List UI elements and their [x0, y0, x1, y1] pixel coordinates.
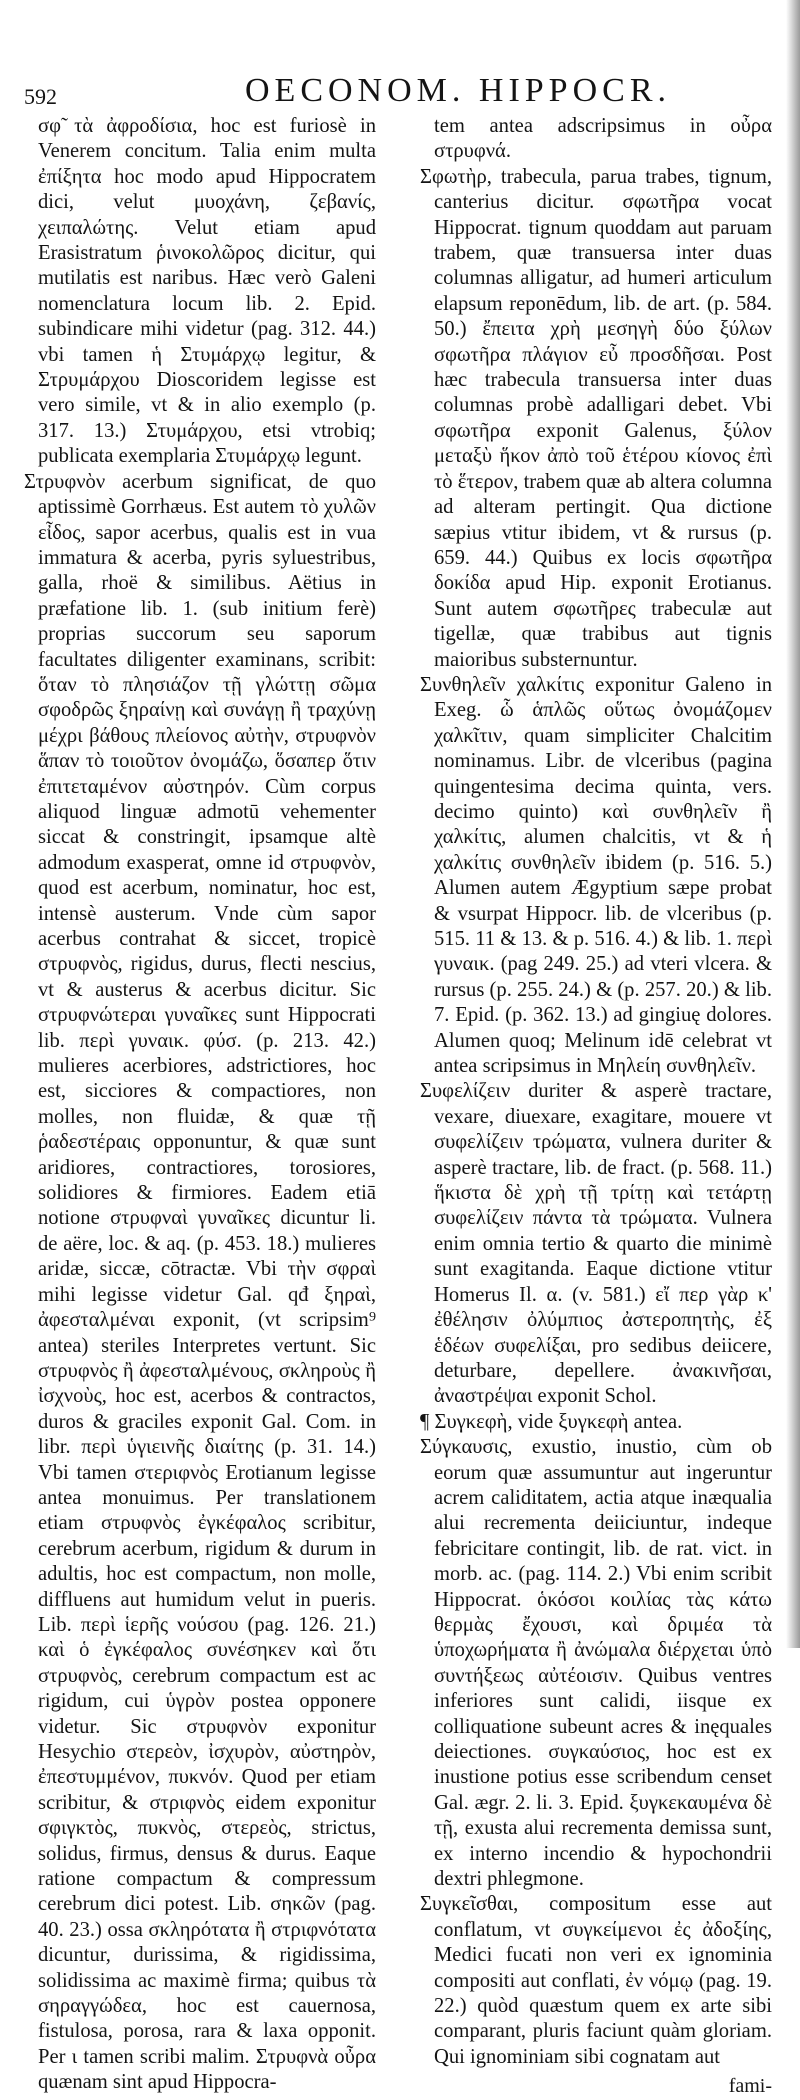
entry-synkausis: Σύγκαυσις, exustio, inustio, cùm ob eorum quæ assumuntur aut ingeruntur acrem caliditatem, actia atque inæqualia alui recrementa deiiciuntur, indeque febricitare contingit, lib. de rat. vict. in morb. ac. (pag. 114. 2.) Vbi enim scribit Hippocrat. ὁκόσοι κοιλίας τὰς κάτω θερμὰς ἔχουσι, καὶ δριμέα τὰ ὑποχωρήματα ἢ ἀνώμαλα διέρχεται ὑπὸ συντήξεως αὐτέοισιν. Quibus ventres inferiores sunt calidi, iisque ex colliquatione subeunt acres & inęquales deiectiones. συγκαύσιος, hoc est ex inustione potius esse scribendum censet Gal. ægr. 2. li. 3. Epid. ξυγκεκαυμένα δὲ τῇ, exusta alui recrementa demissa sunt, ex interno incendio & hypochondrii dextri phlegmone. [420, 1436, 772, 1891]
entry-sphoter: Σφωτὴρ, trabecula, parua trabes, tignum, canterius dicitur. σφωτῆρα vocat Hippocrat. tignum quoddam aut paruam trabem, quæ transuersa inter duas columnas alligatur, ad humeri articulum elapsum reponēdum, lib. de art. (p. 584. 50.) ἔπειτα χρὴ μεσηγὴ δύο ξύλων σφωτῆρα πλάγιον εὖ προσδῆσαι. Post hæc trabecula transuersa inter duas columnas probè adalligari debet. Vbi σφωτῆρα exponit Galenus, ξύλον μεταξὺ ἥκον ἀπὸ τοῦ ἑτέρου κίονος ἐπὶ τὸ ἕτερον, trabem quæ ab altera columna ad alteram pertingit. Qua dictione sæpius vtitur ibidem, vt & rursus (p. 659. 44.) Quibus ex locis σφωτῆρα δοκίδα apud Hip. exponit Erotianus. Sunt autem σφωτῆρες trabeculæ aut tigellæ, quæ trabibus aut tignis maioribus substernuntur. [420, 165, 772, 671]
entry-stryphnon: Στρυφνὸν acerbum significat, de quo aptissimè Gorrhæus. Est autem τὸ χυλῶν εἶδος, sapor acerbus, qualis est in vua immatura & acerba, pyris syluestribus, galla, rhoë & similibus. Aëtius in præfatione lib. 1. (sub initium ferè) proprias succorum seu saporum facultates diligenter examinans, scribit: ὅταν τὸ πλησιάζον τῇ γλώττῃ σῶμα σφοδρῶς ξηραίνῃ καὶ συνάγῃ ἢ τραχύνῃ μέχρι βάθους πλείονος αὐτὴν, στρυφνὸν ἅπαν τὸ τοιοῦτον ὀνομάζω, ὅσαπερ ὅτιν ἐπιτεταμένον αὐστηρόν. Cùm corpus aliquod linguæ admotū vehementer siccat & constringit, ipsamque altè admodum exasperat, omne id στρυφνὸν, quod est acerbum, nominatur, hoc est, intensè austerum. Vnde cùm sapor acerbus contrahat & siccet, tropicè στρυφνὸς, rigidus, durus, flecti nescius, vt & austerus & acerbus dicitur. Sic στρυφνώτεραι γυναῖκες sunt Hippocrati lib. περὶ γυναικ. φύσ. (p. 213. 42.) mulieres acerbiores, adstrictiores, hoc est, sicciores & compactiores, non molles, non fluidæ, & quæ τῇ ῥαδεστέραις opponuntur, & quæ sunt aridiores, contractiores, torosiores, solidiores & firmiores. Eadem etiā notione στρυφναὶ γυναῖκες dicuntur li. de aëre, loc. & aq. (p. 453. 18.) mulieres aridæ, siccæ, cōtractæ. Vbi τὴν σφραὶ mihi legisse videtur Gal. qđ ξηραὶ, ἀφεσταλμέναι exponit, (vt scripsim⁹ antea) steriles Interpretes vertunt. Sic στρυφνὸς ἢ ἀφεσταλμένους, σκληροὺς ἢ ἰσχνοὺς, hoc est, acerbos & contractos, duros & graciles exponit Gal. Com. in libr. περὶ ὑγιεινῆς διαίτης (p. 31. 14.) Vbi tamen στεριφνὸς Erotianum legisse antea monuimus. Per translationem etiam στρυφνὸς ἐγκέφαλος scribitur, cerebrum acerbum, rigidum & durum in adultis, hoc est compactum, non molle, diffluens aut humidum velut in pueris. Lib. περὶ ἱερῆς νούσου (pag. 126. 21.) καὶ ὁ ἐγκέφαλος συνέσηκεν καὶ ὅτι στρυφνὸς, cerebrum compactum est ac rigidum, cui ὑγρὸν postea opponere videtur. Sic στρυφνὸν exponitur Hesychio στερεὸν, ἰσχυρὸν, αὐστηρὸν, ἐπεστυμμένον, πυκνόν. Quod per etiam scribitur, & στριφνὸς eidem exponitur σφιγκτὸς, πυκνὸς, στερεὸς, strictus, solidus, firmus, densus & durus. Eaque ratione compactum & compressum cerebrum dici potest. Lib. σηκῶν (pag. 40. 23.) ossa σκληρότατα ἢ στριφνότατα dicuntur, durissima, & rigidissima, solidissima ac maximè firma; quibus τὰ σηραγγώδεα, hoc est cauernosa, fistulosa, porosa, rara & laxa opponit. Per ι tamen scribi malim. Στρυφνὰ οὖρα quænam sint apud Hippocra- [24, 470, 376, 2094]
entry-synthelein: Συνθηλεῖν χαλκίτις exponitur Galeno in Exeg. ὧ ἁπλῶς οὕτως ὀνομάζομεν χαλκῖτιν, quam simpliciter Chalcitim nominamus. Libr. de vlceribus (pagina quingentesima decima quinta, vers. decimo quinto) καὶ συνθηλεῖν ἢ χαλκίτις, alumen chalcitis, vt & ἡ χαλκίτις συνθηλεῖν ibidem (p. 516. 5.) Alumen autem Ægyptium sæpe probat & vsurpat Hippocr. lib. de vlceribus (p. 515. 11 & 13. & p. 516. 4.) & lib. 1. περὶ γυναικ. (pag 249. 25.) ad vteri vlcera. & rursus (p. 255. 24.) & (p. 257. 20.) & lib. 7. Epid. (p. 362. 13.) ad gingiuę dolores. Alumen quoq; Melinum idē celebrat vt antea scripsimus in Μηλείη συνθηλεῖν. [420, 673, 772, 1078]
left-continued-text: σφ̃ τὰ ἀφροδίσια, hoc est furiosè in Venerem concitum. Talia enim multa ἐπίξητα hoc modo apud Hippocratem dici, velut μυοχάνη, ζεβανίς, χειπαλώτης. Velut etiam apud Erasistratum ῥινοκολῶρος dicitur, qui mutilatis est naribus. Hæc verò Galeni nomenclatura locum lib. 2. Epid. subindicare mihi videtur (pag. 312. 44.) vbi tamen ἡ Στυμάρχῳ legitur, & Στρυμάρχου Dioscoridem legisse est vero simile, vt & in alio exemplo (p. 317. 13.) Στυμάρχου, etsi vtrobiq; publicata exemplaria Στυμάρχῳ legunt. [38, 115, 376, 468]
page-spine-shadow [786, 0, 800, 1648]
page-header [24, 58, 772, 110]
right-continued-text: tem antea adscripsimus in οὖρα στρυφνά. [434, 115, 772, 163]
right-column [420, 114, 772, 2100]
entry-synkeisthai: Συγκεῖσθαι, compositum esse aut conflatum, vt συγκείμενοι ἐς ἀδοξίης, Medici fucati non veri ex ignominia compositi aut conflati, ἐν νόμῳ (pag. 19. 22.) quòd quæstum quem ex arte sibi comparant, pluris faciunt quàm gloriam. Qui ignominiam sibi cognatam aut [420, 1893, 772, 2068]
page-number: 592 [24, 84, 57, 109]
left-column [24, 114, 376, 2100]
text-columns [24, 114, 772, 2100]
catchword: fami- [728, 2075, 772, 2098]
running-title: OECONOM. HIPPOCR. [245, 72, 671, 109]
entry-synkephe: ¶ Συγκεφὴ, vide ξυγκεφὴ antea. [420, 1410, 683, 1433]
entry-syphelizein: Συφελίζειν duriter & asperè tractare, vexare, diuexare, exagitare, mouere vt συφελίζειν τρώματα, vulnera duriter & asperè tractare, lib. de fract. (p. 568. 11.) ἥκιστα δὲ χρὴ τῇ τρίτῃ καὶ τετάρτῃ συφελίζειν πάντα τὰ τρώματα. Vulnera enim omnia tertio & quarto die minimè sunt exagitanda. Eaque dictione vtitur Homerus Il. α. (v. 581.) εἴ περ γὰρ κ' ἐθέλησιν ὀλύμπιος ἀστεροπητὴς, ἐξ ἑδέων συφελίξαι, pro sedibus deiicere, deturbare, depellere. ἀνακινῆσαι, ἀναστρέψαι exponit Schol. [420, 1080, 772, 1408]
